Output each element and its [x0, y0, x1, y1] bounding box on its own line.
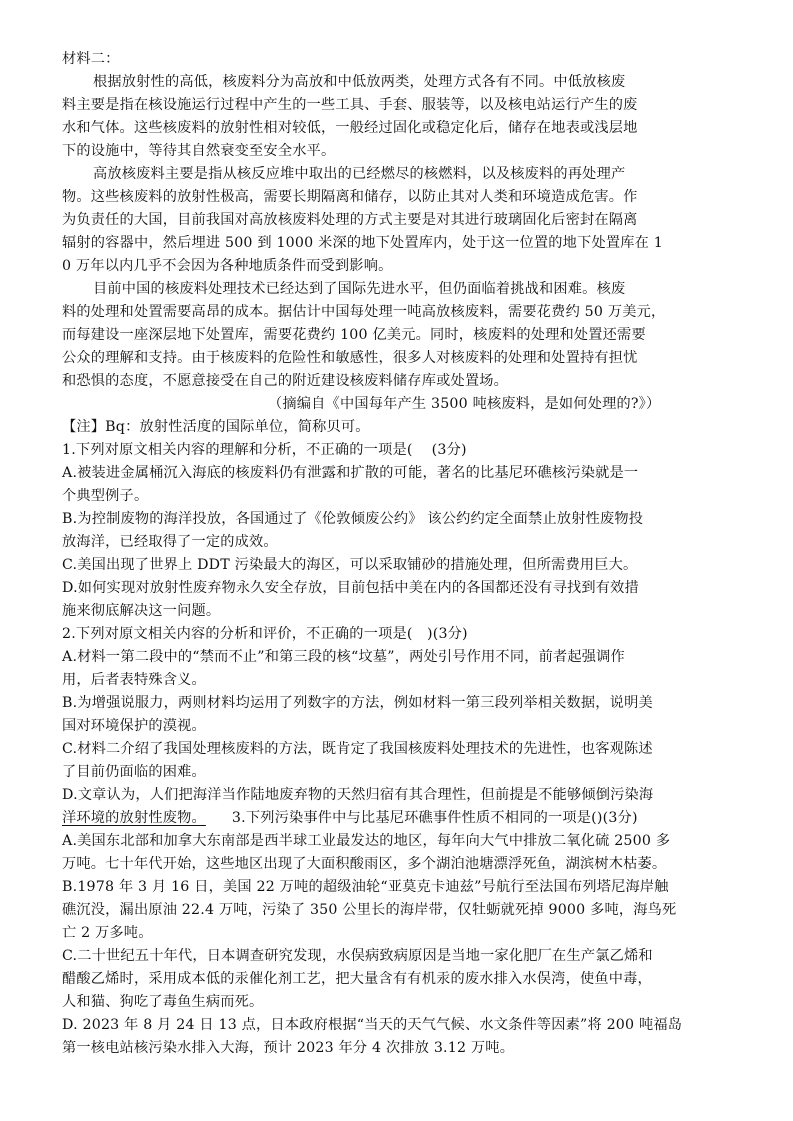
q3-option-a: A.美国东北部和加拿大东南部是西半球工业最发达的地区，每年向大气中排放二氧化硫 2500 多	[62, 833, 671, 849]
q2-option-a: 用，后者表特殊含义。	[62, 672, 206, 688]
paragraph-line: 料主要是指在核设施运行过程中产生的一些工具、手套、服装等，以及核电站运行产生的废	[62, 97, 638, 113]
q2-option-a: A.材料一第二段中的“禁而不止”和第三段的核“坟墓”，两处引号作用不同，前者起强调作	[62, 649, 625, 665]
q1-option-b: 放海洋，已经取得了一定的成效。	[62, 534, 278, 550]
q1-option-c: C.美国出现了世界上 DDT 污染最大的海区，可以采取铺砂的措施处理，但所需费用巨大。	[62, 557, 638, 573]
paragraph-line: 而每建设一座深层地下处置库，需要花费约 100 亿美元。同时，核废料的处理和处置还需要	[62, 327, 646, 343]
q1-option-b: B.为控制废物的海洋投放，各国通过了《伦敦倾废公约》 该公约约定全面禁止放射性废物投	[62, 511, 644, 527]
q3-option-b: B.1978 年 3 月 16 日，美国 22 万吨的超级油轮“亚莫克卡迪兹”号航行至法国布列塔尼海岸触	[62, 879, 669, 895]
q3-option-c: C.二十世纪五十年代，日本调查研究发现，水俣病致病原因是当地一家化肥厂在生产氯乙烯和	[62, 948, 653, 964]
paragraph-line: 根据放射性的高低，核废料分为高放和中低放两类，处理方式各有不同。中低放核废	[93, 74, 626, 90]
q1-option-d: 施来彻底解决这一问题。	[62, 603, 221, 619]
q2-option-c: C.材料二介绍了我国处理核废料的方法，既肯定了我国核废料处理技术的先进性，也客观陈述	[62, 741, 653, 757]
paragraph-line: 公众的理解和支持。由于核废料的危险性和敏感性，很多人对核废料的处理和处置持有担忧	[62, 350, 638, 366]
material-heading: 材料二：	[62, 51, 120, 67]
source-citation: （摘编自《中国每年产生 3500 吨核废料，是如何处理的?》）	[268, 396, 661, 412]
q3-option-d: 第一核电站核污染水排入大海，预计 2023 年分 4 次排放 3.12 万吨。	[62, 1040, 515, 1056]
q3-option-c: 人和猫、狗吃了毒鱼生病而死。	[62, 994, 264, 1010]
paragraph-line: 和恐惧的态度，不愿意接受在自己的附近建设核废料储存库或处置场。	[62, 373, 509, 389]
q1-option-a: A.被装进金属桶沉入海底的核废料仍有泄露和扩散的可能，著名的比基尼环礁核污染就是一	[62, 465, 639, 481]
q3-option-b: 礁沉没，漏出原油 22.4 万吨，污染了 350 公里长的海岸带，仅牡蛎就死掉 9000 多吨，海鸟死	[62, 902, 677, 918]
paragraph-line: 目前中国的核废料处理技术已经达到了国际先进水平，但仍面临着挑战和困难。核废	[93, 281, 626, 297]
paragraph-line: 水和气体。这些核废料的放射性相对较低，一般经过固化或稳定化后，储存在地表或浅层地	[62, 120, 638, 136]
paragraph-line: 辐射的容器中，然后埋进 500 到 1000 米深的地下处置库内，处于这一位置的地下处置库在 1	[62, 235, 663, 251]
q3-option-c: 醋酸乙烯时，采用成本低的汞催化剂工艺，把大量含有有机汞的废水排入水俣湾，使鱼中毒，	[62, 971, 652, 987]
question-1-stem: 1.下列对原文相关内容的理解和分析，不正确的一项是( (3分)	[62, 442, 467, 458]
paragraph-line: 物。这些核废料的放射性极高，需要长期隔离和储存，以防止其对人类和环境造成危害。作	[62, 189, 638, 205]
q2-option-b: B.为增强说服力，两则材料均运用了列数字的方法，例如材料一第三段列举相关数据，说明美	[62, 695, 653, 711]
question-2-stem: 2.下列对原文相关内容的分析和评价，不正确的一项是( )(3分)	[62, 626, 468, 642]
q2-option-d: D.文章认为，人们把海洋当作陆地废弃物的天然归宿有其合理性，但前提是不能够倾倒污染海	[62, 787, 654, 803]
q1-option-d: D.如何实现对放射性废弃物永久安全存放，目前包括中美在内的各国都还没有寻找到有效措	[62, 580, 639, 596]
q3-option-a: 万吨。七十年代开始，这些地区出现了大面积酸雨区，多个湖泊池塘漂浮死鱼，湖滨树木枯萎。	[62, 856, 667, 872]
q2-option-d-underlined: 洋环境的放射性废物。	[62, 810, 206, 826]
question-3-stem: 3.下列污染事件中与比基尼环礁事件性质不相同的一项是()(3分)	[231, 810, 638, 826]
q1-option-a: 个典型例子。	[62, 488, 149, 504]
footnote: 【注】Bq：放射性活度的国际单位，简称贝可。	[62, 419, 370, 435]
q2-option-c: 了目前仍面临的困难。	[62, 764, 206, 780]
paragraph-line: 高放核废料主要是指从核反应堆中取出的已经燃尽的核燃料，以及核废料的再处理产	[93, 166, 626, 182]
q2-option-b: 国对环境保护的漠视。	[62, 718, 206, 734]
q3-option-b: 亡 2 万多吨。	[62, 925, 153, 941]
q3-option-d: D. 2023 年 8 月 24 日 13 点，日本政府根据“当天的天气气候、水文条件等因素”将 200 吨福岛	[62, 1017, 683, 1033]
paragraph-line: 为负责任的大国，目前我国对高放核废料处理的方式主要是对其进行玻璃固化后密封在隔离	[62, 212, 638, 228]
paragraph-line: 下的设施中，等待其自然衰变至安全水平。	[62, 143, 336, 159]
paragraph-line: 0 万年以内几乎不会因为各种地质条件而受到影响。	[62, 258, 393, 274]
q2-option-d-and-q3-line	[62, 807, 742, 829]
paragraph-line: 料的处理和处置需要高昂的成本。据估计中国每处理一吨高放核废料，需要花费约 50 万美元，	[62, 304, 666, 320]
